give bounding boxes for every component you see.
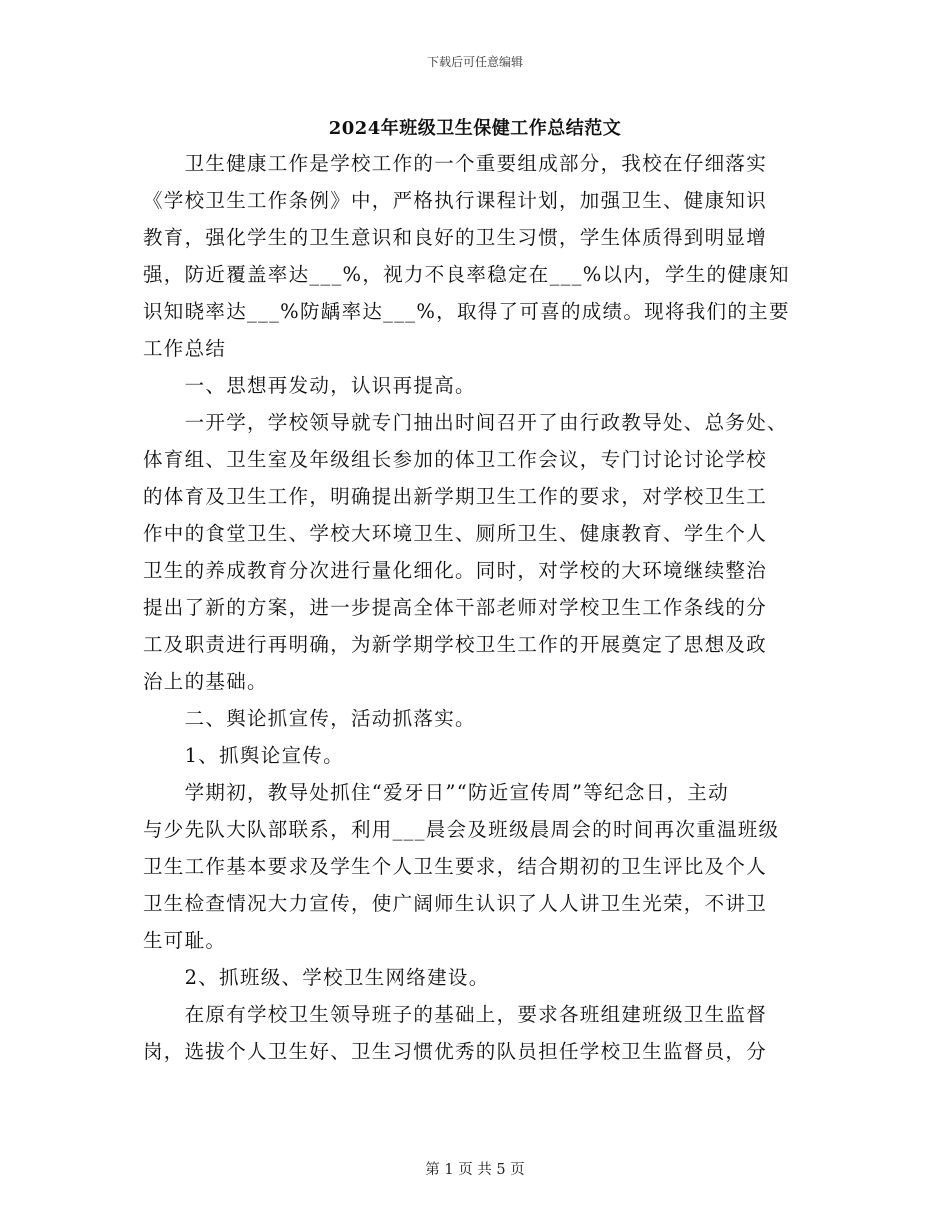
section-heading: 一、思想再发动，认识再提高。 <box>143 374 476 397</box>
body-line: 一开学，学校领导就专门抽出时间召开了由行政教导处、总务处、 <box>143 411 788 434</box>
body-line: 卫生检查情况大力宣传，使广阔师生认识了人人讲卫生光荣，不讲卫 <box>143 892 768 915</box>
body-line: 与少先队大队部联系，利用___晨会及班级晨周会的时间再次重温班级 <box>143 818 780 841</box>
body-line: 学期初，教导处抓住“爱牙日”“防近宣传周”等纪念日，主动 <box>143 781 729 804</box>
body-line: 体育组、卫生室及年级组长参加的体卫工作会议，专门讨论讨论学校 <box>143 448 768 471</box>
document-title: 2024年班级卫生保健工作总结范文 <box>328 118 622 139</box>
document-body <box>143 145 811 1070</box>
subsection-heading: 2、抓班级、学校卫生网络建设。 <box>143 966 490 989</box>
body-line: 工及职责进行再明确，为新学期学校卫生工作的开展奠定了思想及政 <box>143 633 768 656</box>
header-note: 下载后可任意编辑 <box>426 55 523 69</box>
body-line: 强，防近覆盖率达___%，视力不良率稳定在___%以内，学生的健康知 <box>143 263 790 286</box>
body-line: 在原有学校卫生领导班子的基础上，要求各班组建班级卫生监督 <box>143 1003 768 1026</box>
body-line: 卫生工作基本要求及学生个人卫生要求，结合期初的卫生评比及个人 <box>143 855 768 878</box>
body-line: 教育，强化学生的卫生意识和良好的卫生习惯，学生体质得到明显增 <box>143 226 768 249</box>
subsection-heading: 1、抓舆论宣传。 <box>143 744 344 767</box>
body-line: 卫生的养成教育分次进行量化细化。同时，对学校的大环境继续整治 <box>143 559 768 582</box>
page-footer: 第 1 页 共 5 页 <box>425 1162 525 1178</box>
body-line: 岗，选拔个人卫生好、卫生习惯优秀的队员担任学校卫生监督员，分 <box>143 1040 768 1063</box>
body-line: 工作总结 <box>143 337 227 360</box>
body-line: 治上的基础。 <box>143 670 268 693</box>
body-line: 卫生健康工作是学校工作的一个重要组成部分，我校在仔细落实 <box>143 152 768 175</box>
body-line: 提出了新的方案，进一步提高全体干部老师对学校卫生工作条线的分 <box>143 596 768 619</box>
body-line: 生可耻。 <box>143 929 227 952</box>
body-line: 的体育及卫生工作，明确提出新学期卫生工作的要求，对学校卫生工 <box>143 485 768 508</box>
body-line: 《学校卫生工作条例》中，严格执行课程计划，加强卫生、健康知识 <box>143 189 768 212</box>
section-heading: 二、舆论抓宣传，活动抓落实。 <box>143 707 476 730</box>
body-line: 识知晓率达___%防龋率达___%，取得了可喜的成绩。现将我们的主要 <box>143 300 790 323</box>
body-line: 作中的食堂卫生、学校大环境卫生、厕所卫生、健康教育、学生个人 <box>143 522 768 545</box>
